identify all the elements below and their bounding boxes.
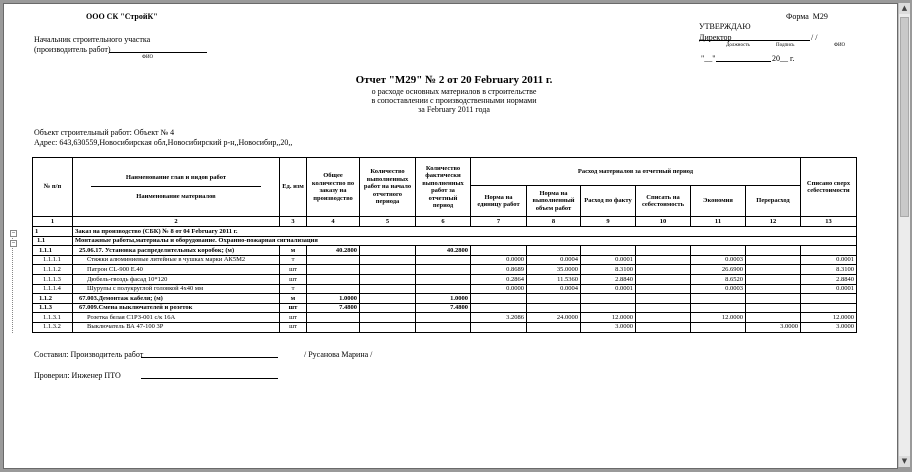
cell-c4 bbox=[307, 322, 360, 332]
column-number: 5 bbox=[360, 217, 416, 227]
compiled-name: / Русанова Марина / bbox=[304, 350, 373, 359]
cell-c12 bbox=[746, 294, 801, 304]
cell-c12 bbox=[746, 246, 801, 256]
date-month-line bbox=[716, 61, 771, 62]
address-line: Адрес: 643,630559,Новосибирская обл,Новосибирский р-н,,Новосибир,,20,, bbox=[34, 138, 293, 147]
cell-num: 1.1.1.4 bbox=[33, 284, 73, 294]
cell-c5 bbox=[360, 274, 416, 284]
cell-c7: 3.2086 bbox=[471, 313, 527, 323]
cell-c12: 3.0000 bbox=[746, 322, 801, 332]
column-number: 1 bbox=[33, 217, 73, 227]
column-number: 2 bbox=[73, 217, 280, 227]
cell-c5 bbox=[360, 255, 416, 265]
material-row bbox=[33, 265, 857, 275]
cell-c12 bbox=[746, 284, 801, 294]
cell-c11: 12.0000 bbox=[691, 313, 746, 323]
cell-c12 bbox=[746, 303, 801, 313]
cell-c6 bbox=[416, 255, 471, 265]
date-year: 20__ г. bbox=[772, 54, 795, 63]
cell-c4 bbox=[307, 284, 360, 294]
cell-c13: 12.0000 bbox=[801, 313, 857, 323]
director-line bbox=[699, 40, 810, 41]
cell-c10 bbox=[636, 265, 691, 275]
report-subtitle-1: о расходе основных материалов в строительстве bbox=[371, 87, 537, 96]
cell-c8 bbox=[527, 246, 581, 256]
cell-c12 bbox=[746, 265, 801, 275]
cell-c11 bbox=[691, 303, 746, 313]
cell-c8: 24.0000 bbox=[527, 313, 581, 323]
cell-c10 bbox=[636, 255, 691, 265]
cell-c8: 0.0004 bbox=[527, 284, 581, 294]
cell-c7 bbox=[471, 294, 527, 304]
form-label bbox=[786, 12, 828, 21]
cell-c13: 8.3100 bbox=[801, 265, 857, 275]
chief-label-1: Начальник строительного участка bbox=[34, 35, 151, 44]
material-row bbox=[33, 255, 857, 265]
material-row bbox=[33, 284, 857, 294]
cell-c11 bbox=[691, 322, 746, 332]
cell-c10 bbox=[636, 313, 691, 323]
cell-c6 bbox=[416, 322, 471, 332]
column-number: 13 bbox=[801, 217, 857, 227]
cell-c12 bbox=[746, 274, 801, 284]
collapse-toggle-1[interactable]: − bbox=[11, 230, 16, 236]
column-number: 10 bbox=[636, 217, 691, 227]
cell-name: Шурупы с полукруглой головкой 4х40 мм bbox=[73, 284, 280, 294]
cell-c7 bbox=[471, 246, 527, 256]
cell-num: 1.1.1.1 bbox=[33, 255, 73, 265]
cell-c11: 8.6520 bbox=[691, 274, 746, 284]
cell-c4 bbox=[307, 265, 360, 275]
cell-c13 bbox=[801, 294, 857, 304]
cell-c9 bbox=[581, 294, 636, 304]
cell-num: 1 bbox=[33, 227, 73, 237]
cell-c9: 12.0000 bbox=[581, 313, 636, 323]
cell-num: 1.1.1.3 bbox=[33, 274, 73, 284]
column-number: 7 bbox=[471, 217, 527, 227]
cell-c10 bbox=[636, 284, 691, 294]
cell-c8: 35.0000 bbox=[527, 265, 581, 275]
cell-num: 1.1.1.2 bbox=[33, 265, 73, 275]
cell-unit: шт bbox=[280, 265, 307, 275]
cell-unit: м bbox=[280, 246, 307, 256]
cell-num: 1.1.3 bbox=[33, 303, 73, 313]
cell-c9: 3.0000 bbox=[581, 322, 636, 332]
cell-c4 bbox=[307, 255, 360, 265]
cell-c7: 0.2864 bbox=[471, 274, 527, 284]
column-number: 11 bbox=[691, 217, 746, 227]
chief-fio-caption: ФИО bbox=[142, 55, 154, 60]
report-page bbox=[3, 3, 898, 469]
cell-name: Заказ на производство (СБК) № 8 от 04 February 2011 г. bbox=[73, 227, 857, 237]
cell-c7 bbox=[471, 322, 527, 332]
cell-num: 1.1.2 bbox=[33, 294, 73, 304]
material-row bbox=[33, 313, 857, 323]
col-header-total: Общее количество по заказу на производство bbox=[307, 158, 360, 217]
column-number: 3 bbox=[280, 217, 307, 227]
work-row bbox=[33, 294, 857, 304]
cell-c11: 26.6900 bbox=[691, 265, 746, 275]
table-body bbox=[33, 227, 857, 333]
scroll-thumb[interactable] bbox=[900, 17, 909, 217]
compiled-signature-line bbox=[141, 357, 278, 358]
section-row bbox=[33, 236, 857, 246]
cell-c12 bbox=[746, 313, 801, 323]
work-row bbox=[33, 303, 857, 313]
cell-name: Розетка белая С1РЗ-001 с/к 16А bbox=[73, 313, 280, 323]
chief-signature-line bbox=[109, 52, 207, 53]
col-header-name-bottom: Наименование материалов bbox=[136, 193, 216, 200]
cell-c5 bbox=[360, 322, 416, 332]
cell-name: Дюбель-гвоздь фасад 10*120 bbox=[73, 274, 280, 284]
cell-c10 bbox=[636, 246, 691, 256]
cell-c7 bbox=[471, 303, 527, 313]
director-slash: / / bbox=[811, 33, 818, 42]
cell-c4: 7.4800 bbox=[307, 303, 360, 313]
cell-c9: 2.8840 bbox=[581, 274, 636, 284]
cell-num: 1.1.1 bbox=[33, 246, 73, 256]
scroll-down-icon[interactable]: ▼ bbox=[899, 456, 910, 467]
material-row bbox=[33, 274, 857, 284]
cell-c10 bbox=[636, 322, 691, 332]
cell-c4: 40.2800 bbox=[307, 246, 360, 256]
work-row bbox=[33, 246, 857, 256]
form-label-text: Форма bbox=[786, 12, 809, 21]
cell-name: Монтажные работы,материалы и оборудование. Охранно-пожарная сигнализация bbox=[73, 236, 857, 246]
cell-c9: 0.0001 bbox=[581, 255, 636, 265]
cell-name: Выключатель ВА 47-100 3Р bbox=[73, 322, 280, 332]
scroll-up-icon[interactable]: ▲ bbox=[899, 3, 910, 14]
cell-unit: м bbox=[280, 294, 307, 304]
cell-c5 bbox=[360, 303, 416, 313]
cell-c10 bbox=[636, 274, 691, 284]
cell-c6 bbox=[416, 274, 471, 284]
director-label: Директор bbox=[699, 33, 732, 42]
col-header-writeoff: Списать на себестоимость bbox=[636, 186, 691, 217]
cell-unit: шт bbox=[280, 322, 307, 332]
cell-c5 bbox=[360, 294, 416, 304]
col-header-consumption: Расход материалов за отчетный период bbox=[471, 158, 801, 186]
cell-c4 bbox=[307, 313, 360, 323]
cell-c9 bbox=[581, 246, 636, 256]
collapse-toggle-1-1[interactable]: − bbox=[11, 240, 16, 246]
cell-c6: 40.2800 bbox=[416, 246, 471, 256]
date-day: "__" bbox=[701, 54, 716, 63]
col-header-over-cost: Списано сверх себестоимости bbox=[801, 158, 857, 217]
cell-c11: 0.0003 bbox=[691, 255, 746, 265]
cell-c6 bbox=[416, 265, 471, 275]
cell-c8 bbox=[527, 322, 581, 332]
company-name: ООО СК "СтройК" bbox=[86, 12, 158, 21]
cell-unit: шт bbox=[280, 274, 307, 284]
checked-signature-line bbox=[141, 378, 278, 379]
report-subtitle-3: за February 2011 года bbox=[418, 105, 490, 114]
cell-c7: 0.0000 bbox=[471, 284, 527, 294]
material-row bbox=[33, 322, 857, 332]
cell-c13 bbox=[801, 246, 857, 256]
cell-c7: 0.8689 bbox=[471, 265, 527, 275]
cell-c13: 0.0001 bbox=[801, 284, 857, 294]
col-header-num: № п/п bbox=[33, 158, 73, 217]
cell-c7: 0.0000 bbox=[471, 255, 527, 265]
col-header-unit: Ед. изм bbox=[280, 158, 307, 217]
column-number: 12 bbox=[746, 217, 801, 227]
report-title: Отчет "М29" № 2 от 20 February 2011 г. bbox=[355, 74, 553, 86]
col-header-overrun: Перерасход bbox=[746, 186, 801, 217]
vertical-scrollbar[interactable] bbox=[898, 3, 910, 467]
checked-label: Проверил: Инженер ПТО bbox=[34, 371, 121, 380]
cell-c5 bbox=[360, 265, 416, 275]
materials-table bbox=[32, 157, 857, 333]
col-header-norm-unit: Норма на единицу работ bbox=[471, 186, 527, 217]
col-header-name-top: Наименование глав и видов работ bbox=[91, 174, 261, 188]
compiled-label: Составил: Производитель работ bbox=[34, 350, 144, 359]
cell-c4: 1.0000 bbox=[307, 294, 360, 304]
cell-name: Патрон CL-900 E.40 bbox=[73, 265, 280, 275]
col-header-norm-volume: Норма на выполненный объем работ bbox=[527, 186, 581, 217]
object-line: Объект строительный работ: Объект № 4 bbox=[34, 128, 175, 137]
column-number: 6 bbox=[416, 217, 471, 227]
cell-unit: шт bbox=[280, 303, 307, 313]
cell-c8: 0.0004 bbox=[527, 255, 581, 265]
cell-c4 bbox=[307, 274, 360, 284]
cell-c11 bbox=[691, 246, 746, 256]
cell-c6: 7.4800 bbox=[416, 303, 471, 313]
cell-c9: 8.3100 bbox=[581, 265, 636, 275]
section-row bbox=[33, 227, 857, 237]
cell-c5 bbox=[360, 246, 416, 256]
cell-c13: 0.0001 bbox=[801, 255, 857, 265]
cell-c12 bbox=[746, 255, 801, 265]
cell-c11 bbox=[691, 294, 746, 304]
cell-num: 1.1.3.1 bbox=[33, 313, 73, 323]
cell-c8: 11.5360 bbox=[527, 274, 581, 284]
cell-c5 bbox=[360, 313, 416, 323]
cell-name: 67.003.Демонтаж кабеля; (м) bbox=[73, 294, 280, 304]
column-number: 9 bbox=[581, 217, 636, 227]
cell-unit: т bbox=[280, 284, 307, 294]
cell-c6: 1.0000 bbox=[416, 294, 471, 304]
approve-label: УТВЕРЖДАЮ bbox=[699, 22, 751, 31]
chief-label-2: (производитель работ) bbox=[34, 45, 111, 54]
cell-c10 bbox=[636, 294, 691, 304]
cell-num: 1.1.3.2 bbox=[33, 322, 73, 332]
cell-c9 bbox=[581, 303, 636, 313]
cell-c5 bbox=[360, 284, 416, 294]
col-header-economy: Экономия bbox=[691, 186, 746, 217]
cell-c11: 0.0003 bbox=[691, 284, 746, 294]
cell-c13: 2.8840 bbox=[801, 274, 857, 284]
col-header-done-start: Количество выполненных работ на начало отчетного периода bbox=[360, 158, 416, 217]
caption-position: Должность bbox=[726, 43, 750, 48]
column-number-row bbox=[33, 217, 857, 227]
form-code: М29 bbox=[812, 12, 828, 21]
col-header-fact: Расход по факту bbox=[581, 186, 636, 217]
cell-name: 25.06.17. Установка распределительных коробок; (м) bbox=[73, 246, 280, 256]
cell-unit: т bbox=[280, 255, 307, 265]
cell-c6 bbox=[416, 284, 471, 294]
cell-c13: 3.0000 bbox=[801, 322, 857, 332]
cell-unit: шт bbox=[280, 313, 307, 323]
cell-name: Стяжки алюминиевые литейные в чушках марки АК5М2 bbox=[73, 255, 280, 265]
col-header-done-actual: Количество фактически выполненных работ за отчетный период bbox=[416, 158, 471, 217]
column-number: 4 bbox=[307, 217, 360, 227]
cell-c13 bbox=[801, 303, 857, 313]
cell-num: 1.1 bbox=[33, 236, 73, 246]
cell-c9: 0.0001 bbox=[581, 284, 636, 294]
caption-fio: ФИО bbox=[834, 43, 846, 48]
report-subtitle-2: в сопоставлении с производственными нормами bbox=[371, 96, 537, 105]
cell-c8 bbox=[527, 303, 581, 313]
col-header-name bbox=[73, 158, 280, 217]
cell-c10 bbox=[636, 303, 691, 313]
cell-c6 bbox=[416, 313, 471, 323]
outline-guide bbox=[12, 238, 13, 333]
cell-name: 67.009.Смена выключателей и розеток bbox=[73, 303, 280, 313]
caption-signature: Подпись bbox=[776, 43, 795, 48]
column-number: 8 bbox=[527, 217, 581, 227]
cell-c8 bbox=[527, 294, 581, 304]
